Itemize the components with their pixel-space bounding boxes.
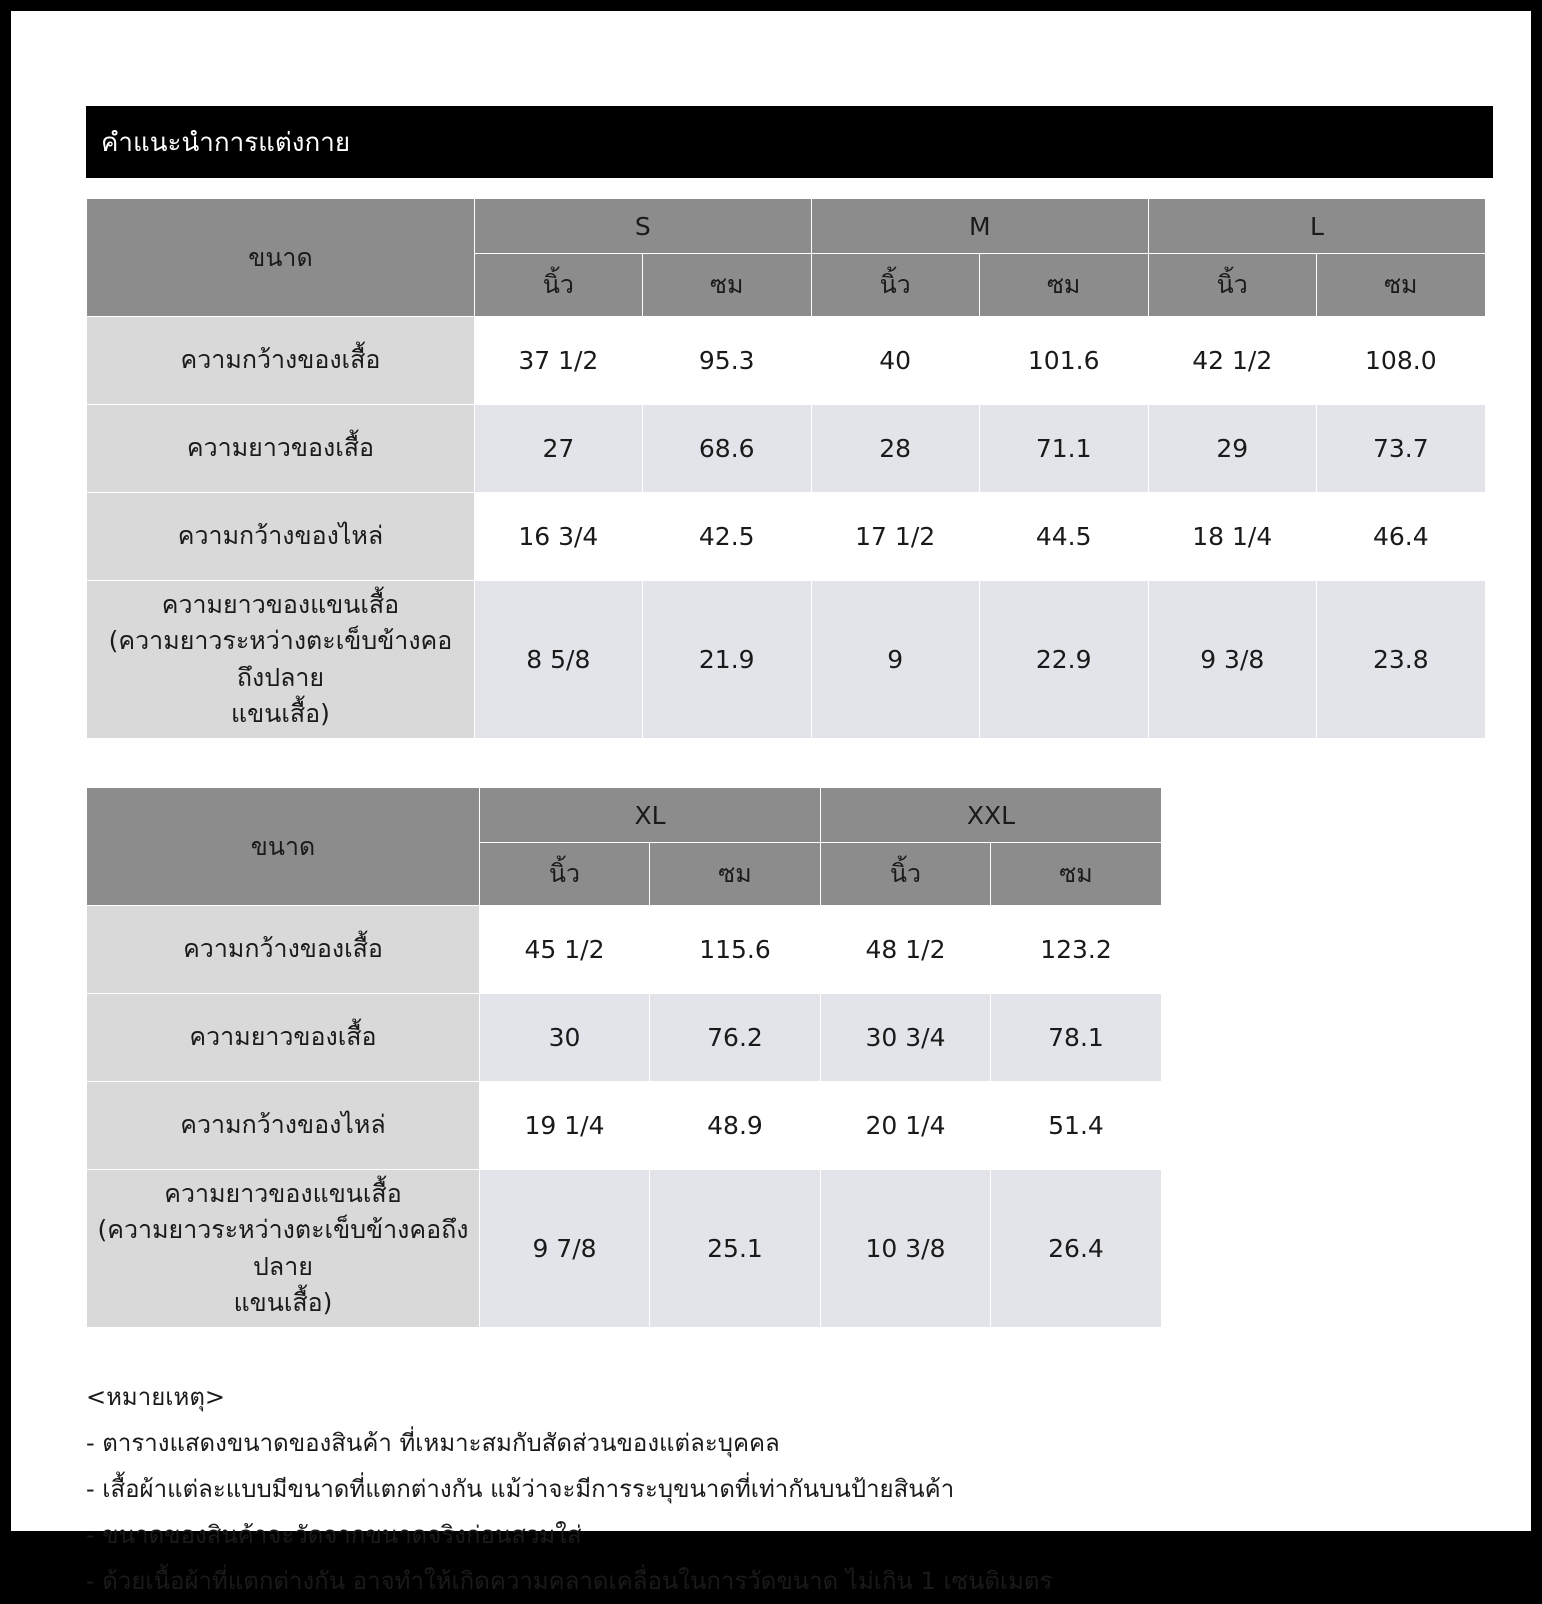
cell-value: 19 1/4 xyxy=(480,1082,650,1170)
cell-value: 101.6 xyxy=(979,317,1148,405)
row-label-line-2: (ความยาวระหว่างตะเข็บข้างคอถึงปลาย xyxy=(97,1215,469,1281)
cell-value: 71.1 xyxy=(979,405,1148,493)
column-header-size: ขนาด xyxy=(87,788,480,906)
table-row xyxy=(87,906,1162,994)
cell-value: 9 3/8 xyxy=(1148,581,1316,739)
cell-value: 48.9 xyxy=(650,1082,821,1170)
cell-value: 27 xyxy=(474,405,642,493)
cell-value: 40 xyxy=(811,317,979,405)
cell-value: 76.2 xyxy=(650,994,821,1082)
row-label-line-3: แขนเสื้อ) xyxy=(233,1287,333,1317)
row-label-body-length: ความยาวของเสื้อ xyxy=(87,994,480,1082)
row-label-sleeve-length xyxy=(87,1170,480,1328)
row-label-line-1: ความยาวของแขนเสื้อ xyxy=(164,1179,402,1208)
row-label-sleeve-length xyxy=(87,581,475,739)
cell-value: 51.4 xyxy=(991,1082,1162,1170)
column-header-size: ขนาด xyxy=(87,199,475,317)
note-line: - ด้วยเนื้อผ้าที่แตกต่างกัน อาจทำให้เกิดความคลาดเคลื่อนในการวัดขนาด ไม่เกิน 1 เซนติเมตร xyxy=(86,1567,1053,1596)
unit-header-inch-xxl: นิ้ว xyxy=(821,843,991,906)
size-chart-table-1 xyxy=(86,198,1486,739)
cell-value: 18 1/4 xyxy=(1148,493,1316,581)
cell-value: 29 xyxy=(1148,405,1316,493)
size-header-m: M xyxy=(811,199,1148,254)
cell-value: 68.6 xyxy=(642,405,811,493)
unit-header-cm-m: ซม xyxy=(979,254,1148,317)
cell-value: 8 5/8 xyxy=(474,581,642,739)
cell-value: 16 3/4 xyxy=(474,493,642,581)
row-label-line-3: แขนเสื้อ) xyxy=(231,698,330,728)
note-line: - ตารางแสดงขนาดของสินค้า ที่เหมาะสมกับสัดส่วนของแต่ละบุคคล xyxy=(86,1429,780,1458)
table-row xyxy=(87,405,1486,493)
unit-header-cm-s: ซม xyxy=(642,254,811,317)
table-spacer xyxy=(86,739,1486,767)
cell-value: 20 1/4 xyxy=(821,1082,991,1170)
unit-header-inch-xl: นิ้ว xyxy=(480,843,650,906)
cell-value: 115.6 xyxy=(650,906,821,994)
row-label-body-length: ความยาวของเสื้อ xyxy=(87,405,475,493)
row-label-shoulder-width: ความกว้างของไหล่ xyxy=(87,1082,480,1170)
table-row xyxy=(87,994,1162,1082)
cell-value: 26.4 xyxy=(991,1170,1162,1328)
cell-value: 42.5 xyxy=(642,493,811,581)
note-line: - เสื้อผ้าแต่ละแบบมีขนาดที่แตกต่างกัน แม้ว่าจะมีการระบุขนาดที่เท่ากันบนป้ายสินค้า xyxy=(86,1475,955,1504)
row-label-chest-width: ความกว้างของเสื้อ xyxy=(87,906,480,994)
unit-header-inch-s: นิ้ว xyxy=(474,254,642,317)
table-row xyxy=(87,317,1486,405)
cell-value: 30 3/4 xyxy=(821,994,991,1082)
size-header-s: S xyxy=(474,199,811,254)
cell-value: 17 1/2 xyxy=(811,493,979,581)
table-row xyxy=(87,493,1486,581)
size-chart-table-2 xyxy=(86,787,1162,1328)
table-row xyxy=(87,1170,1162,1328)
notes-section xyxy=(86,1374,1486,1604)
cell-value: 23.8 xyxy=(1316,581,1485,739)
content-container xyxy=(86,106,1486,1604)
cell-value: 42 1/2 xyxy=(1148,317,1316,405)
page-title-bar xyxy=(86,106,1493,178)
unit-header-cm-xxl: ซม xyxy=(991,843,1162,906)
table-header-row-sizes xyxy=(87,199,1486,254)
cell-value: 9 xyxy=(811,581,979,739)
cell-value: 44.5 xyxy=(979,493,1148,581)
note-line: - ขนาดของสินค้าจะวัดจากขนาดจริงก่อนสวมใส่ xyxy=(86,1521,582,1550)
row-label-line-1: ความยาวของแขนเสื้อ xyxy=(161,590,400,619)
size-header-l: L xyxy=(1148,199,1485,254)
row-label-shoulder-width: ความกว้างของไหล่ xyxy=(87,493,475,581)
document-page xyxy=(11,11,1531,1596)
cell-value: 10 3/8 xyxy=(821,1170,991,1328)
size-header-xxl: XXL xyxy=(821,788,1162,843)
unit-header-inch-l: นิ้ว xyxy=(1148,254,1316,317)
table-row xyxy=(87,1082,1162,1170)
cell-value: 37 1/2 xyxy=(474,317,642,405)
page-title: คำแนะนำการแต่งกาย xyxy=(101,127,351,158)
cell-value: 48 1/2 xyxy=(821,906,991,994)
cell-value: 22.9 xyxy=(979,581,1148,739)
cell-value: 25.1 xyxy=(650,1170,821,1328)
cell-value: 28 xyxy=(811,405,979,493)
cell-value: 78.1 xyxy=(991,994,1162,1082)
cell-value: 45 1/2 xyxy=(480,906,650,994)
size-header-xl: XL xyxy=(480,788,821,843)
cell-value: 108.0 xyxy=(1316,317,1485,405)
table-row xyxy=(87,581,1486,739)
unit-header-cm-l: ซม xyxy=(1316,254,1485,317)
cell-value: 21.9 xyxy=(642,581,811,739)
table-header-row-sizes xyxy=(87,788,1162,843)
cell-value: 30 xyxy=(480,994,650,1082)
notes-heading: <หมายเหตุ> xyxy=(86,1383,226,1411)
row-label-line-2: (ความยาวระหว่างตะเข็บข้างคอถึงปลาย xyxy=(108,626,453,692)
cell-value: 9 7/8 xyxy=(480,1170,650,1328)
cell-value: 46.4 xyxy=(1316,493,1485,581)
cell-value: 123.2 xyxy=(991,906,1162,994)
cell-value: 95.3 xyxy=(642,317,811,405)
row-label-chest-width: ความกว้างของเสื้อ xyxy=(87,317,475,405)
cell-value: 73.7 xyxy=(1316,405,1485,493)
unit-header-inch-m: นิ้ว xyxy=(811,254,979,317)
unit-header-cm-xl: ซม xyxy=(650,843,821,906)
